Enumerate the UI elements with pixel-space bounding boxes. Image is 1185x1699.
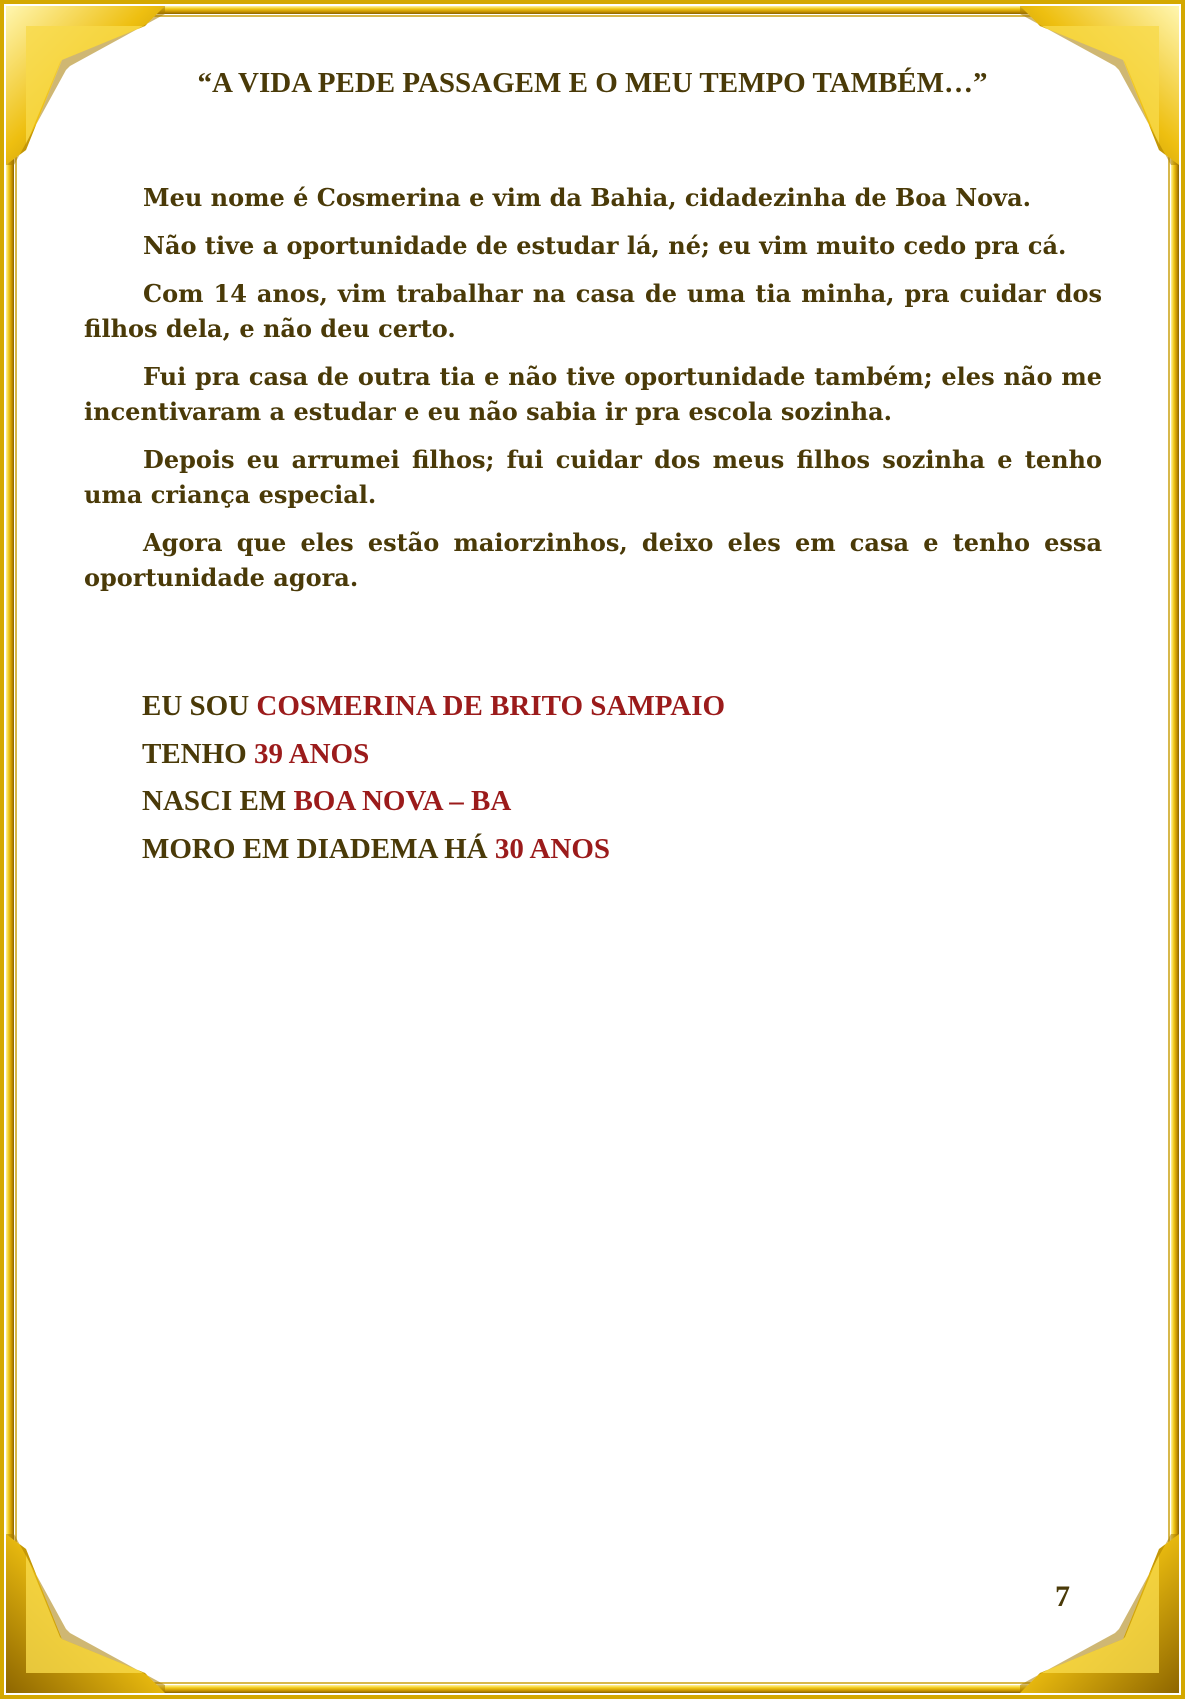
fact-label: NASCI EM: [142, 785, 294, 817]
fact-label: MORO EM DIADEMA HÁ: [142, 832, 495, 865]
corner-ornament-bottom-left: [6, 1534, 165, 1693]
fact-birthplace: [142, 778, 725, 826]
frame-right-bar: [1171, 6, 1179, 1693]
fact-label: EU SOU: [142, 690, 257, 722]
frame-left-bar: [6, 6, 14, 1693]
paragraph: Com 14 anos, vim trabalhar na casa de uma tia minha, pra cuidar dos filhos dela, e não deu certo.: [84, 279, 1102, 343]
fact-age: [142, 731, 725, 779]
fact-name: [142, 683, 725, 731]
paragraph: Meu nome é Cosmerina e vim da Bahia, cidadezinha de Boa Nova.: [143, 183, 1031, 212]
paragraph: Fui pra casa de outra tia e não tive oportunidade também; eles não me incentivaram a estudar e eu não sabia ir pra escola sozinha.: [84, 362, 1102, 426]
fact-value: BOA NOVA – BA: [293, 785, 512, 817]
fact-label: TENHO: [142, 737, 254, 770]
paragraph: Não tive a oportunidade de estudar lá, né; eu vim muito cedo pra cá.: [143, 231, 1067, 260]
paragraph: Agora que eles estão maiorzinhos, deixo eles em casa e tenho essa oportunidade agora.: [84, 528, 1102, 592]
fact-value: 30 ANOS: [494, 832, 611, 865]
page-title: “A VIDA PEDE PASSAGEM E O MEU TEMPO TAMBÉM…”: [197, 67, 988, 99]
frame-bottom-bar: [6, 1685, 1179, 1693]
paragraph: Depois eu arrumei filhos; fui cuidar dos meus filhos sozinha e tenho uma criança especial.: [84, 445, 1102, 509]
personal-facts: [142, 683, 725, 873]
page-number: 7: [1055, 1580, 1070, 1613]
fact-value: COSMERINA DE BRITO SAMPAIO: [256, 690, 726, 722]
fact-value: 39 ANOS: [254, 737, 370, 770]
frame-top-bar: [6, 6, 1179, 14]
corner-ornament-bottom-right: [1020, 1534, 1179, 1693]
fact-residence: [142, 826, 725, 874]
story-text: [84, 180, 1102, 608]
